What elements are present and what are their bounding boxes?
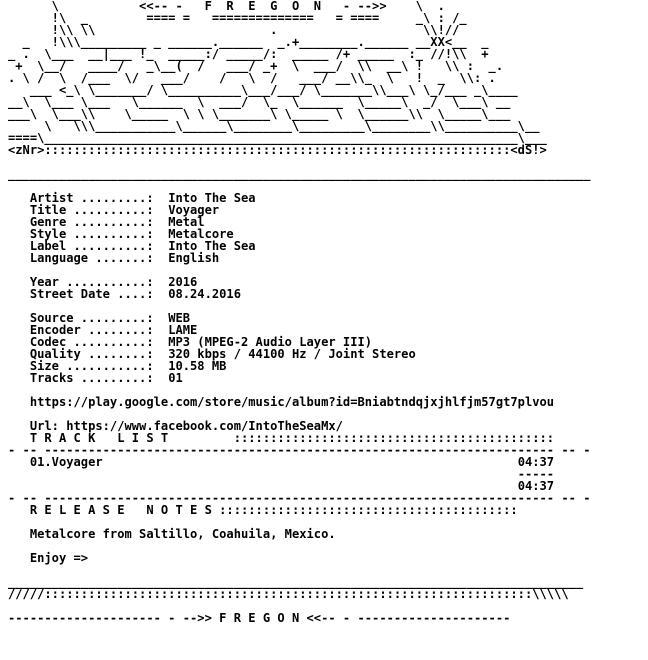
- banner-art-line: ___\ \___\\ \_____ \ \ \_______\ \_____ \ \______\\ \_____\___: [8, 107, 511, 121]
- info-value: MP3 (MPEG-2 Audio Layer III): [168, 335, 373, 349]
- info-label: Genre ..........:: [29, 215, 154, 229]
- banner-art-line: __\ \___ \___ \______ \ ___/ \_ \______ \_____\ _/ \___\ __: [8, 95, 518, 109]
- banner-art-line: \ <<-- - F R E G O N - -->> \ .: [8, 0, 489, 13]
- footer-credit: [8, 612, 648, 624]
- link-line: [8, 396, 648, 408]
- banner-art-line: _ . \___ __|___ !_ _____:/ _____/: _____ /+ _____ :_ //!\\ +: [8, 47, 511, 61]
- store-link: https://play.google.com/store/music/album?id=Bniabtndqjxjhlfjm57gt7plvou: [29, 395, 555, 409]
- info-row: [8, 252, 648, 264]
- info-value: 08.24.2016: [168, 287, 241, 301]
- info-value: Voyager: [168, 203, 220, 217]
- section-header: [8, 504, 648, 516]
- banner-art-line: !\ _ ==== = ============== = ==== _\ : /_: [8, 11, 496, 25]
- info-value: 10.58 MB: [168, 359, 227, 373]
- info-row: [8, 372, 648, 384]
- info-value: LAME: [168, 323, 198, 337]
- banner-art-line: ___ <_\ \_______/ \__________\___/___/ \_______\\___\ \_/___ _\____: [8, 83, 533, 97]
- info-value: Metalcore: [168, 227, 234, 241]
- banner-art-line: _ !\\\_________ _ ______.______ _.+________.______ __XX<__ _: [8, 35, 511, 49]
- info-label: Street Date ....:: [29, 287, 154, 301]
- url-label: Url:: [29, 419, 59, 433]
- banner-art-line: \ \\\___________\______\________\_________\________\\__________\__: [8, 119, 540, 133]
- info-label: Size ...........:: [29, 359, 154, 373]
- info-value: WEB: [168, 311, 191, 325]
- notes-text: Enjoy =>: [29, 551, 89, 565]
- banner-art-line: <zNr>::::::::::::::::::::::::::::::::::::::::::::::::::::::::::::::::<dS!>: [8, 143, 547, 157]
- footer-line: [8, 588, 648, 600]
- track-duration: 04:37: [517, 455, 555, 469]
- footer-top-rule: _______________________________________________________________________________: [8, 575, 584, 589]
- track-title: 01.Voyager: [29, 455, 103, 469]
- notes-line: [8, 540, 648, 552]
- footer-left: --------------------- - -->>: [8, 611, 220, 625]
- footer-colons: /////:::::::::::::::::::::::::::::::::::::::::::::::::::::::::::::::::::\\\\\: [8, 587, 569, 601]
- section-rule: - -- ---------------------------------------------------------------------- -- -: [8, 443, 591, 457]
- info-label: Year ...........:: [29, 275, 154, 289]
- info-label: Artist .........:: [29, 191, 154, 205]
- info-value: Metal: [168, 215, 205, 229]
- info-label: Quality ........:: [29, 347, 154, 361]
- banner-line: [8, 144, 648, 156]
- info-value: Into The Sea: [168, 239, 256, 253]
- total-duration: 04:37: [517, 479, 555, 493]
- info-label: Title ..........:: [29, 203, 154, 217]
- notes-line: [8, 552, 648, 564]
- section-rule: - -- ---------------------------------------------------------------------- -- -: [8, 491, 591, 505]
- banner-art-line: ====\_________________________________________________________________\___: [8, 131, 547, 145]
- info-label: Encoder ........:: [29, 323, 154, 337]
- footer-right: <<-- - ---------------------: [299, 611, 511, 625]
- info-value: 01: [168, 371, 183, 385]
- footer-group-name: F R E G O N: [219, 611, 300, 625]
- info-row: [8, 288, 648, 300]
- total-rule: -----: [517, 467, 555, 481]
- notes-text: Metalcore from Saltillo, Coahuila, Mexico.: [29, 527, 336, 541]
- tracklist-dots: ::::::::::::::::::::::::::::::::::::::::::::: [233, 431, 555, 445]
- info-value: 2016: [168, 275, 198, 289]
- notes-dots: :::::::::::::::::::::::::::::::::::::::::: [219, 503, 518, 517]
- banner-art-line: . \ / \ /___ \/ ___/ / \ / ___/ __\\_ \ ! _ \\: .: [8, 71, 511, 85]
- info-value: 320 kbps / 44100 Hz / Joint Stereo: [168, 347, 416, 361]
- info-label: Language .......:: [29, 251, 154, 265]
- info-label: Label ..........:: [29, 239, 154, 253]
- url-value: https://www.facebook.com/IntoTheSeaMx/: [66, 419, 343, 433]
- info-label: Tracks .........:: [29, 371, 154, 385]
- notes-title: R E L E A S E N O T E S: [29, 503, 212, 517]
- info-label: Source .........:: [29, 311, 154, 325]
- tracklist-title: T R A C K L I S T: [29, 431, 169, 445]
- banner-art-line: !\\ \\ . \\!//: [8, 23, 496, 37]
- rule-line: [8, 168, 648, 180]
- info-value: Into The Sea: [168, 191, 256, 205]
- top-rule: ________________________________________________________________________________: [8, 167, 591, 181]
- notes-line: [8, 528, 648, 540]
- banner-art-line: + \__/ ____/ _\__( / ___/ _+ \ ___/ \\ __\ ! \\ : _.: [8, 59, 511, 73]
- info-label: Style ..........:: [29, 227, 154, 241]
- info-label: Codec ..........:: [29, 335, 154, 349]
- info-value: English: [168, 251, 220, 265]
